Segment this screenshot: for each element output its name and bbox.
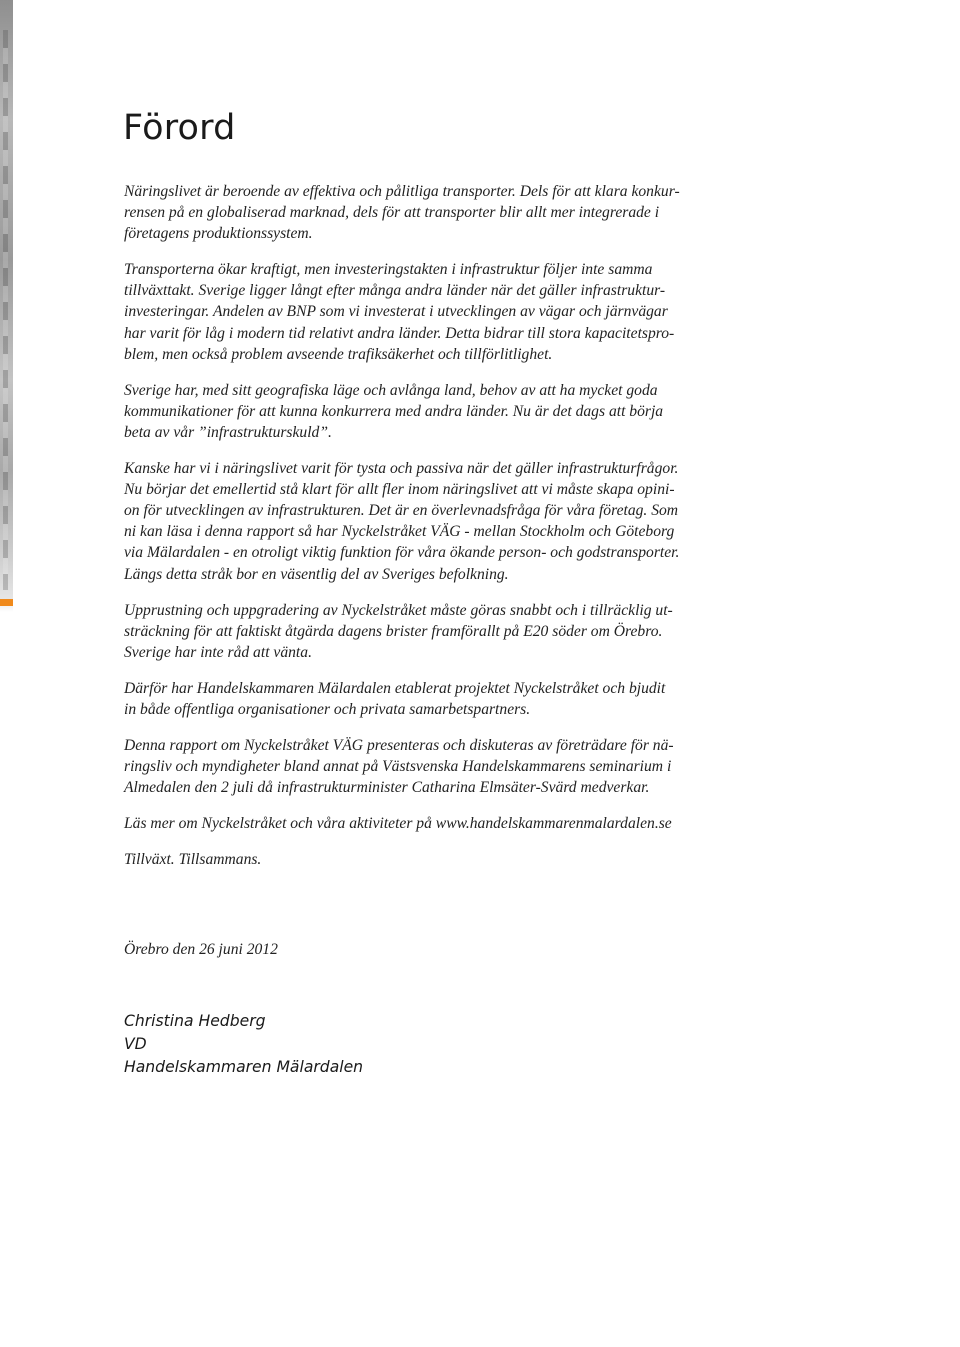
paragraph: [124, 458, 709, 585]
paragraph: [124, 600, 709, 663]
text-line: on för utvecklingen av infrastrukturen. Det är en överlevnadsfråga för våra företag. Som: [124, 502, 679, 520]
page-title: Förord: [123, 108, 236, 148]
paragraph: [124, 380, 709, 443]
paragraph: [124, 813, 709, 834]
text-line: Längs detta stråk bor en väsentlig del av Sveriges befolkning.: [124, 565, 509, 583]
text-line: Upprustning och uppgradering av Nyckelstråket måste göras snabbt och i tillräcklig ut-: [124, 601, 673, 619]
text-line: Sverige har inte råd att vänta.: [124, 643, 312, 661]
place-date: Örebro den 26 juni 2012: [124, 941, 278, 958]
text-line: Näringslivet är beroende av effektiva och pålitliga transporter. Dels för att klara konkur-: [124, 183, 680, 200]
text-line: Sverige har, med sitt geografiska läge och avlånga land, behov av att ha mycket goda: [124, 381, 658, 399]
text-line: rensen på en globaliserad marknad, dels för att transporter blir allt mer integrerade i: [124, 204, 660, 222]
text-line: Almedalen den 2 juli då infrastrukturminister Catharina Elmsäter-Svärd medverkar.: [124, 779, 650, 797]
text-line: tillväxttakt. Sverige ligger långt efter många andra länder när det gäller infrastruktur-: [124, 282, 666, 300]
text-line: kommunikationer för att kunna konkurrera med andra länder. Nu är det dags att börja: [124, 402, 664, 420]
orange-accent-bar: [0, 599, 13, 606]
text-line: via Mälardalen - en otroligt viktig funktion för våra ökande person- och godstransporter.: [124, 544, 680, 562]
signatory-role: VD: [124, 1035, 147, 1053]
paragraph: [124, 259, 709, 364]
text-line: Kanske har vi i näringslivet varit för tysta och passiva när det gäller infrastrukturfrågor.: [124, 460, 679, 478]
paragraph: [124, 849, 709, 870]
text-line: ringsliv och myndigheter bland annat på Västsvenska Handelskammarens seminarium i: [124, 758, 672, 776]
paragraph: [124, 181, 709, 244]
text-line: ni kan läsa i denna rapport så har Nyckelstråket VÄG - mellan Stockholm och Göteborg: [124, 523, 675, 541]
side-photo-texture: [3, 30, 8, 590]
signatory-name: Christina Hedberg: [124, 1012, 266, 1030]
body-text: [124, 181, 709, 886]
signatory-organization: Handelskammaren Mälardalen: [124, 1058, 364, 1076]
text-line: har varit för låg i modern tid relativt andra länder. Detta bidrar till stora kapacitetspro-: [124, 324, 675, 342]
text-line: Denna rapport om Nyckelstråket VÄG presenteras och diskuteras av företrädare för nä-: [124, 737, 674, 755]
text-line: Därför har Handelskammaren Mälardalen etablerat projektet Nyckelstråket och bjudit: [124, 679, 666, 697]
signature-block: [124, 1010, 363, 1079]
text-line: sträckning för att faktiskt åtgärda dagens brister framförallt på E20 söder om Örebro.: [124, 622, 663, 640]
text-line: Tillväxt. Tillsammans.: [124, 851, 262, 869]
text-line: Nu börjar det emellertid stå klart för allt fler inom näringslivet att vi måste skapa opini-: [124, 481, 675, 499]
text-line: Transporterna ökar kraftigt, men investeringstakten i infrastruktur följer inte samma: [124, 261, 653, 279]
paragraph: [124, 678, 709, 720]
text-line: Läs mer om Nyckelstråket och våra aktiviteter på www.handelskammarenmalardalen.se: [124, 815, 672, 833]
text-line: företagens produktionssystem.: [124, 225, 313, 243]
paragraph: [124, 735, 709, 798]
text-line: beta av vår ”infrastrukturskuld”.: [124, 423, 332, 441]
side-photo-strip: [0, 0, 13, 1347]
text-line: in både offentliga organisationer och privata samarbetspartners.: [124, 700, 531, 718]
text-line: investeringar. Andelen av BNP som vi investerat i utvecklingen av vägar och järnvägar: [124, 303, 668, 321]
text-line: blem, men också problem avseende trafiksäkerhet och tillförlitlighet.: [124, 345, 553, 363]
